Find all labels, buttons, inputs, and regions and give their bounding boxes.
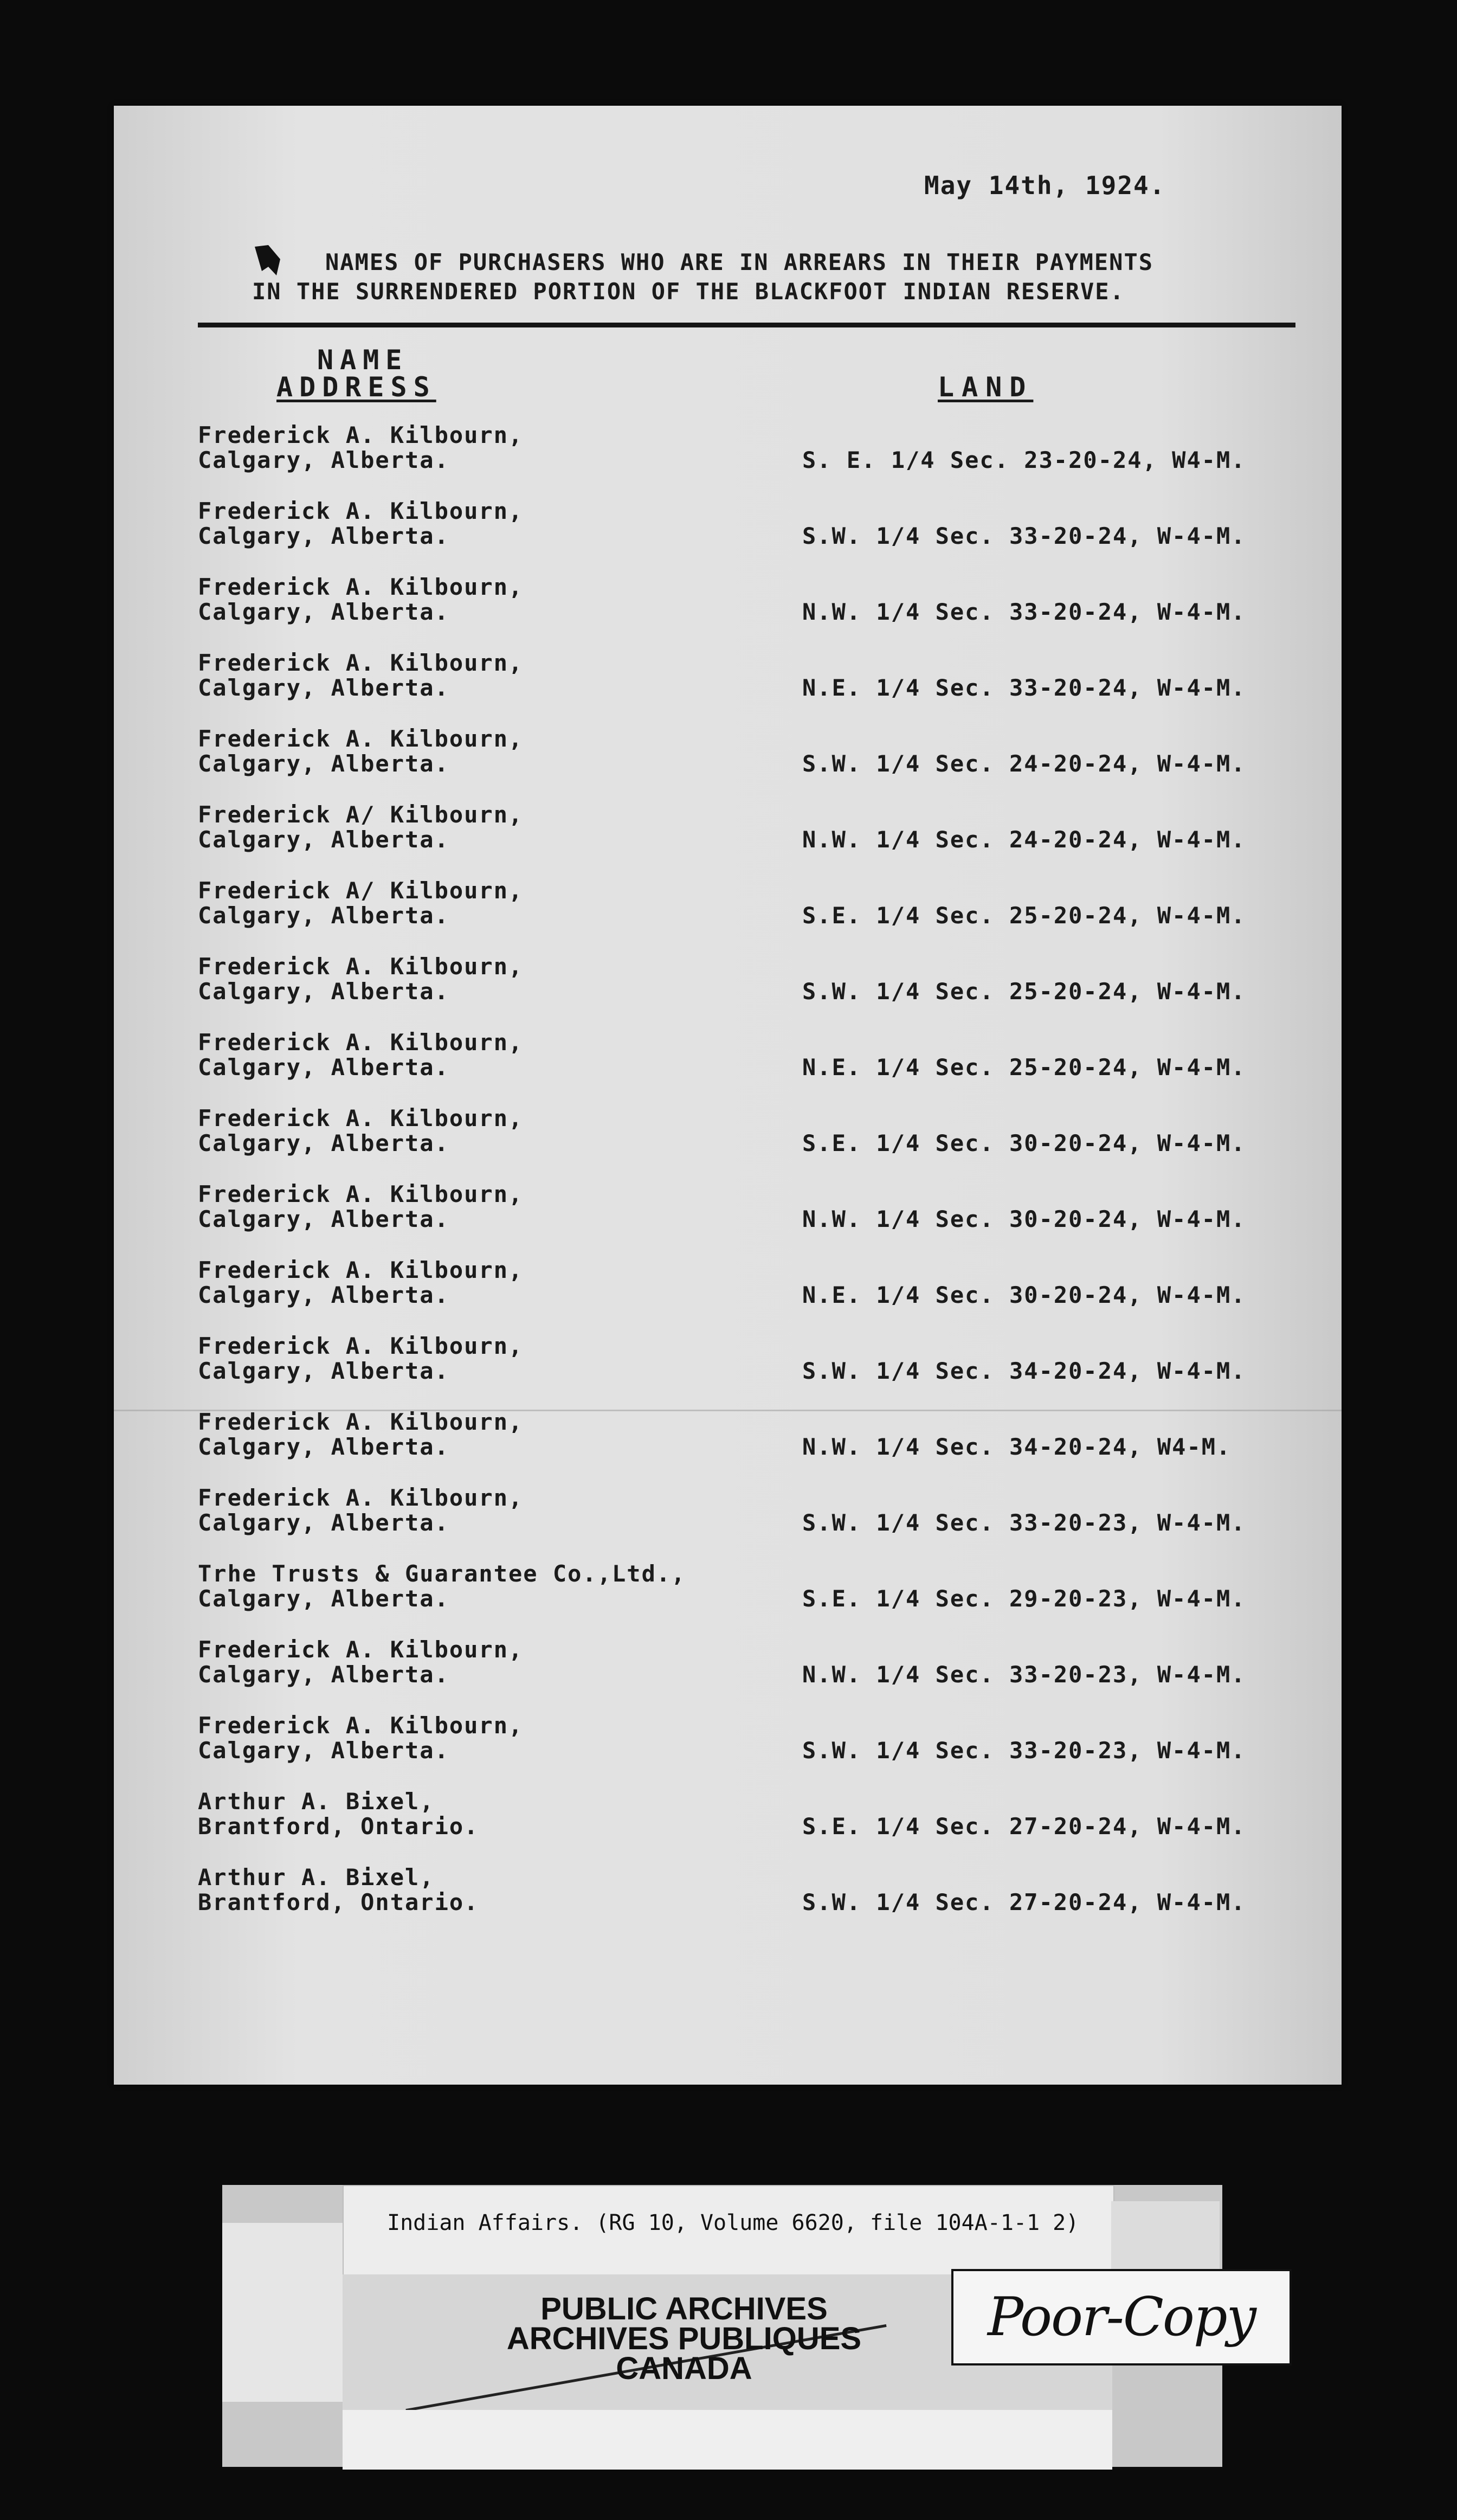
purchaser-name: Frederick A. Kilbourn, <box>198 1712 524 1739</box>
purchaser-name: Frederick A. Kilbourn, <box>198 498 524 524</box>
purchaser-name: Frederick A. Kilbourn, <box>198 1636 524 1663</box>
purchaser-address: Calgary, Alberta. <box>198 599 449 625</box>
archives-line-1: PUBLIC ARCHIVES <box>540 2291 828 2326</box>
land-description: N.W. 1/4 Sec. 33-20-24, W-4-M. <box>802 599 1246 625</box>
land-description: N.W. 1/4 Sec. 34-20-24, W4-M. <box>802 1433 1232 1460</box>
purchaser-name: Frederick A/ Kilbourn, <box>198 801 524 828</box>
column-header-name: NAME <box>317 344 409 376</box>
land-description: S.E. 1/4 Sec. 30-20-24, W-4-M. <box>802 1130 1246 1156</box>
purchaser-entry <box>198 1334 1304 1404</box>
purchaser-address: Calgary, Alberta. <box>198 750 449 777</box>
purchaser-name: Frederick A. Kilbourn, <box>198 650 524 676</box>
purchaser-address: Calgary, Alberta. <box>198 1661 449 1688</box>
purchaser-list <box>114 106 1342 2085</box>
purchaser-name: Frederick A. Kilbourn, <box>198 1409 524 1435</box>
purchaser-name: Frederick A. Kilbourn, <box>198 1105 524 1132</box>
purchaser-entry <box>198 878 1304 949</box>
purchaser-name: Frederick A. Kilbourn, <box>198 574 524 600</box>
purchaser-address: Calgary, Alberta. <box>198 1585 449 1612</box>
purchaser-name: Frederick A. Kilbourn, <box>198 1257 524 1283</box>
archives-line-2: ARCHIVES PUBLIQUES <box>506 2321 862 2356</box>
purchaser-address: Calgary, Alberta. <box>198 1206 449 1232</box>
purchaser-address: Calgary, Alberta. <box>198 978 449 1005</box>
document-date: May 14th, 1924. <box>924 171 1166 200</box>
column-header-land: LAND <box>938 371 1034 403</box>
archive-citation: Indian Affairs. (RG 10, Volume 6620, file 104A-1-1 2) <box>387 2210 1079 2235</box>
purchaser-address: Calgary, Alberta. <box>198 1130 449 1156</box>
purchaser-entry <box>198 1865 1304 1936</box>
purchaser-entry <box>198 1410 1304 1480</box>
purchaser-address: Calgary, Alberta. <box>198 523 449 549</box>
purchaser-entry <box>198 1258 1304 1328</box>
purchaser-entry <box>198 727 1304 797</box>
land-description: S.W. 1/4 Sec. 33-20-24, W-4-M. <box>802 523 1246 549</box>
purchaser-name: Frederick A. Kilbourn, <box>198 1333 524 1359</box>
archives-line-3: CANADA <box>616 2351 752 2386</box>
purchaser-address: Calgary, Alberta. <box>198 1737 449 1764</box>
land-description: N.E. 1/4 Sec. 25-20-24, W-4-M. <box>802 1054 1246 1081</box>
title-line-2: IN THE SURRENDERED PORTION OF THE BLACKFOOT INDIAN RESERVE. <box>252 278 1125 305</box>
purchaser-entry <box>198 651 1304 721</box>
label-left-block <box>222 2223 343 2402</box>
purchaser-name: Arthur A. Bixel, <box>198 1864 435 1891</box>
purchaser-address: Calgary, Alberta. <box>198 1358 449 1384</box>
land-description: S.E. 1/4 Sec. 29-20-23, W-4-M. <box>802 1585 1246 1612</box>
purchaser-address: Calgary, Alberta. <box>198 1509 449 1536</box>
purchaser-name: Frederick A. Kilbourn, <box>198 1181 524 1207</box>
purchaser-address: Calgary, Alberta. <box>198 674 449 701</box>
purchaser-entry <box>198 499 1304 569</box>
land-description: S.E. 1/4 Sec. 27-20-24, W-4-M. <box>802 1813 1246 1840</box>
purchaser-name: Frederick A. Kilbourn, <box>198 725 524 752</box>
purchaser-address: Calgary, Alberta. <box>198 1433 449 1460</box>
purchaser-address: Calgary, Alberta. <box>198 902 449 929</box>
purchaser-name: Frederick A. Kilbourn, <box>198 422 524 448</box>
land-description: S.W. 1/4 Sec. 24-20-24, W-4-M. <box>802 750 1246 777</box>
purchaser-address: Calgary, Alberta. <box>198 826 449 853</box>
purchaser-entry <box>198 1030 1304 1101</box>
land-description: N.E. 1/4 Sec. 30-20-24, W-4-M. <box>802 1282 1246 1308</box>
poor-copy-stamp <box>951 2269 1292 2365</box>
purchaser-name: Frederick A. Kilbourn, <box>198 1484 524 1511</box>
purchaser-name: Frederick A. Kilbourn, <box>198 953 524 980</box>
land-description: S.E. 1/4 Sec. 25-20-24, W-4-M. <box>802 902 1246 929</box>
purchaser-entry <box>198 423 1304 493</box>
land-description: S.W. 1/4 Sec. 27-20-24, W-4-M. <box>802 1889 1246 1915</box>
title-line-1: NAMES OF PURCHASERS WHO ARE IN ARREARS IN THEIR PAYMENTS <box>325 249 1154 275</box>
purchaser-entry <box>198 1637 1304 1708</box>
purchaser-entry <box>198 1713 1304 1784</box>
land-description: S.W. 1/4 Sec. 25-20-24, W-4-M. <box>802 978 1246 1005</box>
citation-card <box>343 2185 1114 2277</box>
purchaser-address: Calgary, Alberta. <box>198 1282 449 1308</box>
purchaser-name: Arthur A. Bixel, <box>198 1788 435 1815</box>
purchaser-entry <box>198 1789 1304 1860</box>
label-bottom-block <box>343 2410 1112 2470</box>
archive-label-strip <box>222 2185 1255 2467</box>
land-description: S.W. 1/4 Sec. 33-20-23, W-4-M. <box>802 1737 1246 1764</box>
purchaser-address: Brantford, Ontario. <box>198 1813 479 1840</box>
land-description: S. E. 1/4 Sec. 23-20-24, W4-M. <box>802 447 1246 473</box>
column-header-address: ADDRESS <box>276 371 436 403</box>
purchaser-address: Calgary, Alberta. <box>198 1054 449 1081</box>
land-description: S.W. 1/4 Sec. 33-20-23, W-4-M. <box>802 1509 1246 1536</box>
land-description: N.E. 1/4 Sec. 33-20-24, W-4-M. <box>802 674 1246 701</box>
purchaser-entry <box>198 954 1304 1025</box>
purchaser-name: Trhe Trusts & Guarantee Co.,Ltd., <box>198 1560 686 1587</box>
purchaser-entry <box>198 1561 1304 1632</box>
purchaser-entry <box>198 575 1304 645</box>
purchaser-entry <box>198 1182 1304 1252</box>
purchaser-entry <box>198 1486 1304 1556</box>
land-description: N.W. 1/4 Sec. 24-20-24, W-4-M. <box>802 826 1246 853</box>
purchaser-entry <box>198 802 1304 873</box>
purchaser-name: Frederick A/ Kilbourn, <box>198 877 524 904</box>
purchaser-address: Brantford, Ontario. <box>198 1889 479 1915</box>
purchaser-address: Calgary, Alberta. <box>198 447 449 473</box>
land-description: S.W. 1/4 Sec. 34-20-24, W-4-M. <box>802 1358 1246 1384</box>
purchaser-name: Frederick A. Kilbourn, <box>198 1029 524 1056</box>
document-page <box>114 106 1342 2085</box>
poor-copy-text: Poor-Copy <box>987 2286 1255 2348</box>
land-description: N.W. 1/4 Sec. 33-20-23, W-4-M. <box>802 1661 1246 1688</box>
purchaser-entry <box>198 1106 1304 1177</box>
land-description: N.W. 1/4 Sec. 30-20-24, W-4-M. <box>802 1206 1246 1232</box>
